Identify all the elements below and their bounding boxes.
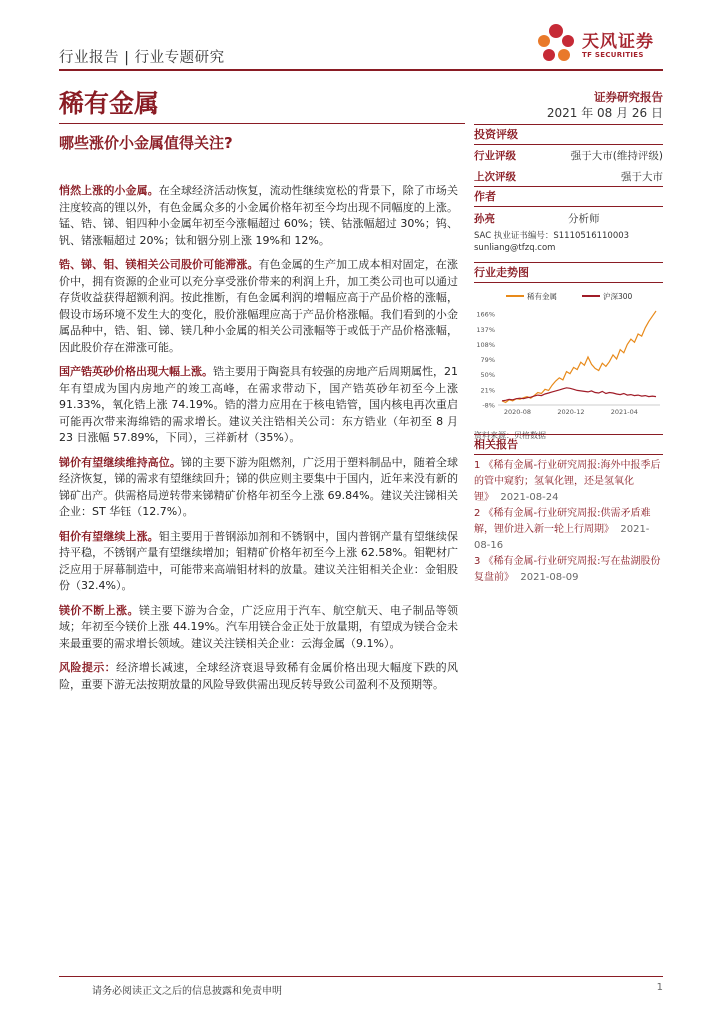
y-tick-label: 108% (476, 340, 495, 349)
logo-text: 天风证券 (582, 32, 654, 52)
chart-source: 资料来源：贝格数据 (474, 431, 546, 440)
previous-rating-row: 上次评级 强于大市 (474, 171, 663, 183)
x-tick-label: 2021-04 (610, 408, 638, 416)
y-tick-label: 79% (480, 356, 495, 365)
company-logo (534, 18, 666, 68)
page-number: 1 (656, 982, 663, 993)
title-divider (59, 123, 465, 124)
paragraph: 镁价不断上涨。镁主要下游为合金，广泛应用于汽车、航空航天、电子制品等领域；年初至今镁价上涨 44.19%。汽车用镁合金正处于放量期，有望成为镁合金未来最重要的需求增长领域。建议关注镁相关企业：云海金属（9.1%）。 (59, 603, 459, 650)
industry-trend-chart (474, 285, 663, 427)
y-tick-label: -8% (482, 401, 495, 410)
report-type: 证券研究报告 (594, 90, 663, 104)
related-heading: 相关报告 (474, 434, 663, 455)
paragraph: 国产锆英砂价格出现大幅上涨。锆主要用于陶瓷具有较强的房地产后周期属性，21 年有望成为国内房地产的竣工高峰，在需求带动下，国产锆英砂年初至今上涨 91.33%，氧化锆上涨 74.19%。锆的潜力应用在于核电锆管，国内核电再次重启可能再次带来海绵锆的需求增长。建议关注锆相关公司：东方锆业（年初至 8 月 23 日涨幅 57.89%，下同），三祥新材（35%）。 (59, 365, 458, 444)
legend-label-hs300: 沪深300 (603, 292, 633, 301)
y-tick-label: 137% (476, 325, 495, 334)
y-tick-label: 166% (476, 310, 495, 319)
series-line-hs300 (502, 388, 656, 401)
x-tick-label: 2020-12 (557, 408, 585, 416)
flower-logo-icon (534, 21, 578, 65)
report-title: 哪些涨价小金属值得关注? (59, 134, 233, 152)
related-report-item[interactable]: 1 《稀有金属-行业研究周报:海外中报季后的管中窥豹；氢氧化锂，还是氢氧化锂》 2021-08-24 (474, 460, 661, 503)
footer-disclaimer: 请务必阅读正文之后的信息披露和免责申明 (92, 986, 282, 997)
sector-title: 稀有金属 (59, 89, 160, 118)
author-name: 孙亮 (474, 213, 495, 225)
trend-heading: 行业走势图 (474, 262, 663, 283)
x-tick-label: 2020-08 (503, 408, 532, 416)
report-date: 2021 年 08 月 26 日 (546, 106, 663, 120)
risk-paragraph: 风险提示：经济增长减速，全球经济衰退导致稀有金属价格出现大幅度下跌的风险，重要下游无法按期放量的风险导致供需出现反转导致公司盈利不及预期等。 (59, 661, 459, 691)
author-box (474, 186, 663, 253)
related-report-item[interactable]: 3 《稀有金属-行业研究周报:写在盐湖股份复盘前》 2021-08-09 (474, 556, 661, 583)
trend-box (474, 262, 663, 441)
industry-rating-row: 行业评级 强于大市(维持评级) (474, 150, 663, 162)
y-tick-label: 21% (480, 386, 495, 395)
paragraph: 悄然上涨的小金属。在全球经济活动恢复，流动性继续宽松的背景下，除了市场关注度较高的锂以外，有色金属众多的小金属价格年初至今均出现不同幅度的上涨。锰、锆、锑、钼四种小金属年初至今涨幅超过 60%；镁、钴涨幅超过 30%；钨、钒、锗涨幅超过 20%；钛和铟分别上涨 19%和 12%。 (59, 184, 459, 247)
rating-box (474, 124, 663, 187)
rating-heading: 投资评级 (474, 124, 663, 145)
author-role: 分析师 (568, 213, 600, 225)
paragraph: 锆、锑、钼、镁相关公司股价可能滞涨。有色金属的生产加工成本相对固定，在涨价中，拥有资源的企业可以充分享受涨价带来的利润上升，加工类公司也可以通过存货收益获得超额利润。按此推断，有色金属利润的增幅应高于产品价格的涨幅，假设市场环境不发生大的变化，股价涨幅理应高于产品价格涨幅。我们看到的小金属品种中，锆、钼、锑、镁几种小金属的相关公司涨幅等于或低于产品价格涨幅，因此股价存在滞涨可能。 (59, 258, 459, 354)
author-sac: SAC 执业证书编号：S1110516110003 (474, 231, 630, 241)
y-tick-label: 50% (480, 371, 495, 380)
logo-text-en: TF SECURITIES (582, 51, 644, 59)
header-divider (59, 69, 663, 71)
paragraph: 锑价有望继续维持高位。锑的主要下游为阻燃剂，广泛用于塑料制品中，随着全球经济恢复，锑的需求有望继续回升；锑的供应则主要集中于国内，近年来没有新的锑矿出产。供需格局逆转带来锑精矿价格年初至今上涨 69.84%。建议关注锑相关企业：ST 华钰（12.7%）。 (59, 455, 459, 518)
report-body (59, 183, 458, 701)
related-report-item[interactable]: 2 《稀有金属-行业研究周报:供需矛盾难解，锂价进入新一轮上行周期》 2021-08-16 (474, 508, 651, 551)
series-line-rare-metals (502, 311, 656, 402)
author-email[interactable]: sunliang@tfzq.com (474, 243, 556, 253)
author-heading: 作者 (474, 186, 663, 207)
paragraph: 钼价有望继续上涨。钼主要用于普钢添加剂和不锈钢中，国内普钢产量有望继续保持平稳，不锈钢产量有望继续增加；钼精矿价格年初至今上涨 62.58%。钼靶材广泛应用于屏幕制造中，可能带来高端钼材料的放量。建议关注钼相关企业：金钼股份（32.4%）。 (59, 529, 459, 592)
legend-label-rare: 稀有金属 (527, 292, 557, 301)
related-box (474, 434, 663, 586)
footer-divider (59, 976, 663, 977)
report-category: 行业报告 | 行业专题研究 (59, 50, 225, 66)
